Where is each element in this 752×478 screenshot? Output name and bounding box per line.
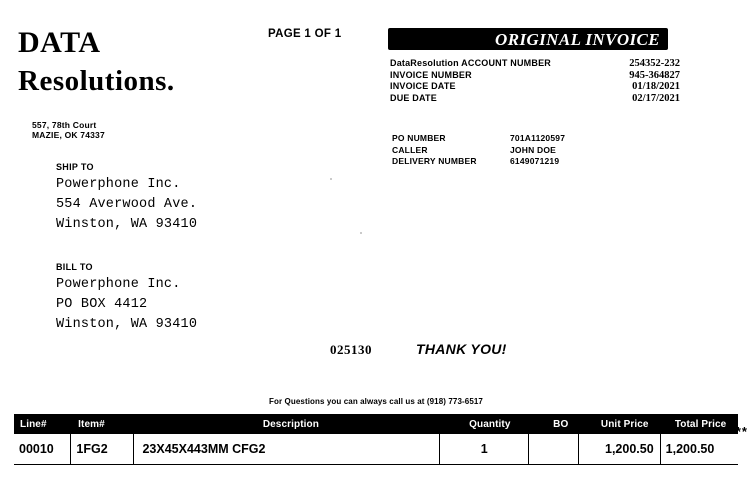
column-header-total-price: Total Price (674, 418, 727, 430)
bill-to-block (56, 262, 197, 335)
table-asterisk-marker: ** (735, 424, 748, 439)
cell-line-number: 00010 (14, 434, 71, 464)
meta-row (390, 58, 680, 70)
customer-number: 025130 (330, 342, 372, 357)
cell-total-price: 1,200.50 (665, 442, 715, 456)
column-header-unit-price: Unit Price (600, 418, 649, 430)
questions-contact-line: For Questions you can always call us at (918) 773-6517 (269, 397, 483, 406)
ship-to-line: Winston, WA 93410 (56, 217, 198, 232)
meta-value-account-number: 254352-232 (629, 58, 680, 69)
meta-label-invoice-date: INVOICE DATE (390, 81, 456, 91)
thank-you-message: THANK YOU! (416, 341, 507, 357)
cell-unit-price: 1,200.50 (579, 434, 660, 464)
meta-row (390, 81, 680, 93)
reference-row (392, 156, 652, 168)
meta-row (390, 70, 680, 82)
original-invoice-banner (388, 28, 668, 50)
meta-label-invoice-number: INVOICE NUMBER (390, 69, 472, 80)
bill-to-line: Powerphone Inc. (56, 277, 181, 292)
reference-row (392, 133, 652, 145)
page-indicator: PAGE 1 OF 1 (268, 28, 342, 40)
invoice-meta-block (390, 58, 680, 104)
ship-to-line: 554 Averwood Ave. (56, 197, 198, 212)
meta-value-po-number: 701A1120597 (510, 133, 566, 143)
company-address-line-2: MAZIE, OK 74337 (32, 130, 105, 140)
cell-quantity: 1 (440, 434, 529, 464)
meta-label-caller: CALLER (392, 144, 428, 155)
meta-value-invoice-number: 945-364827 (629, 69, 680, 81)
meta-value-caller: JOHN DOE (510, 144, 556, 155)
company-address-line-1: 557, 78th Court (32, 120, 97, 130)
company-address (32, 120, 105, 140)
logo-line-2: Resolutions. (18, 65, 175, 97)
cell-description: 23X45X443MM CFG2 (134, 434, 440, 464)
reference-row (392, 145, 652, 157)
logo-line-1: DATA (18, 26, 101, 59)
company-logo (18, 24, 248, 100)
meta-value-due-date: 02/17/2021 (632, 92, 680, 104)
meta-label-account-number: DataResolution ACCOUNT NUMBER (390, 58, 551, 68)
invoice-reference-block (392, 133, 652, 168)
ship-to-title: SHIP TO (56, 162, 94, 172)
ship-to-line: Powerphone Inc. (56, 177, 181, 192)
table-row (14, 434, 738, 465)
column-header-description: Description (262, 418, 319, 430)
ship-to-block (56, 162, 197, 235)
meta-label-due-date: DUE DATE (390, 92, 437, 103)
column-header-bo: BO (553, 418, 569, 430)
bill-to-line: PO BOX 4412 (56, 297, 148, 312)
original-invoice-title: ORIGINAL INVOICE (495, 30, 660, 49)
meta-row (390, 93, 680, 105)
scan-speck (360, 232, 362, 234)
column-header-item: Item# (78, 418, 105, 430)
cell-item-number: 1FG2 (71, 434, 134, 464)
meta-label-delivery-number: DELIVERY NUMBER (392, 156, 477, 166)
column-header-quantity: Quantity (469, 418, 511, 430)
scan-speck (330, 178, 332, 180)
table-header-row (14, 414, 738, 434)
meta-value-invoice-date: 01/18/2021 (632, 81, 680, 92)
bill-to-title: BILL TO (56, 262, 93, 272)
meta-value-delivery-number: 6149071219 (510, 156, 560, 166)
bill-to-line: Winston, WA 93410 (56, 317, 198, 332)
cell-bo (529, 434, 579, 464)
column-header-line: Line# (20, 418, 47, 430)
line-items-table (14, 414, 738, 465)
meta-label-po-number: PO NUMBER (392, 133, 446, 143)
